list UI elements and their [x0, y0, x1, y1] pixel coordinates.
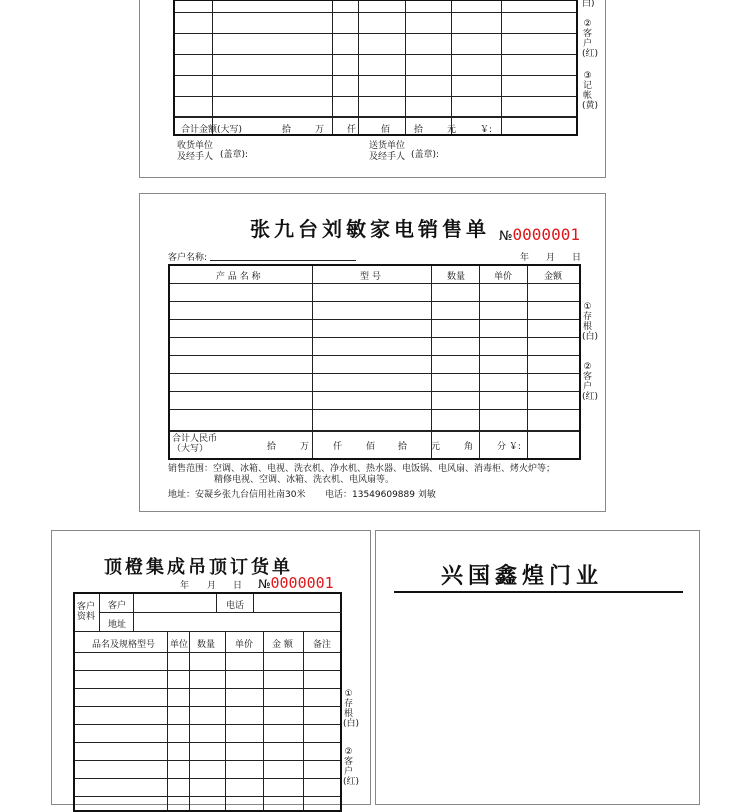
serial-value: 0000001: [270, 574, 334, 592]
serial-number: [258, 574, 334, 592]
serial-number: [499, 225, 580, 244]
customer-info-label: 客户 资料: [77, 602, 96, 622]
date-year: 年: [520, 253, 530, 263]
header-model: 型 号: [360, 272, 381, 282]
copy-label-customer: ②客户(红): [582, 362, 599, 402]
unit-label: 拾: [414, 125, 424, 135]
date-month: 月: [207, 581, 217, 591]
header-unit-price: 单价: [494, 272, 513, 282]
date-day: 日: [233, 581, 243, 591]
date-month: 月: [546, 253, 556, 263]
unit-label: 元: [431, 442, 441, 452]
invoice-form-top: [139, 0, 606, 178]
unit-label: 佰: [381, 125, 391, 135]
header-product-spec: 品名及规格型号: [92, 640, 156, 650]
title-underline: [394, 591, 683, 593]
date-day: 日: [572, 253, 582, 263]
unit-label: 拾: [267, 442, 277, 452]
form-title: 顶橙集成吊顶订货单: [104, 557, 293, 578]
order-table: [73, 592, 342, 812]
header-quantity: 数量: [197, 640, 216, 650]
serial-prefix: №: [258, 577, 271, 591]
date-year: 年: [180, 581, 190, 591]
customer-field[interactable]: [135, 595, 215, 611]
serial-prefix: №: [499, 229, 513, 244]
copy-label-ledger: ③记帐(黄): [582, 71, 599, 111]
store-phone: 电话：13549609889 刘敏: [325, 490, 436, 500]
header-unit: 单位: [170, 640, 189, 650]
unit-label: 仟: [333, 442, 343, 452]
copy-label-top: 白): [582, 0, 595, 9]
door-company-form: [375, 530, 700, 805]
customer-label: 客户: [108, 601, 127, 611]
copy-label-customer: ②客户(红): [343, 747, 360, 787]
address-label: 地址: [108, 620, 127, 630]
currency-label: ￥:: [480, 125, 493, 135]
sales-scope-line2: 精修电视、空调、冰箱、洗衣机、电风扇等。: [214, 475, 395, 485]
address-field[interactable]: [135, 614, 341, 630]
unit-label: 元: [447, 125, 457, 135]
phone-label: 电话: [226, 601, 245, 611]
order-form: [51, 530, 371, 805]
serial-value: 0000001: [512, 225, 580, 244]
header-quantity: 数量: [447, 272, 466, 282]
copy-label-stub: ①存根(白): [582, 302, 599, 342]
customer-name-label: 客户名称:: [168, 253, 208, 263]
sales-scope-line1: 销售范围：空调、冰箱、电视、洗衣机、净水机、热水器、电饭锅、电风扇、消毒柜、烤火炉等；: [168, 464, 556, 474]
receiver-seal: (盖章):: [220, 150, 249, 160]
total-amount-label: 合计金额(大写): [181, 125, 243, 135]
header-amount: 金额: [544, 272, 563, 282]
unit-label: 佰: [366, 442, 376, 452]
items-table: [173, 0, 578, 136]
header-product-name: 产 品 名 称: [216, 272, 261, 282]
phone-field[interactable]: [255, 595, 341, 611]
customer-name-field[interactable]: [210, 260, 356, 261]
form-title: 兴国鑫煌门业: [441, 563, 604, 589]
store-address: 地址：安凝乡张九台信用社南30米: [168, 490, 306, 500]
copy-label-customer: ②客户(红): [582, 19, 599, 59]
currency-label: 分 ￥:: [497, 442, 521, 452]
total-rmb-label: 合计人民币 （大写）: [172, 434, 218, 454]
unit-label: 拾: [398, 442, 408, 452]
header-unit-price: 单价: [235, 640, 254, 650]
header-amount: 金 额: [272, 640, 293, 650]
items-table: [168, 264, 581, 460]
receiver-label: 收货单位 及经手人: [177, 141, 214, 162]
form-title: 张九台刘敏家电销售单: [250, 217, 490, 241]
unit-label: 拾: [282, 125, 292, 135]
sender-seal: (盖章):: [411, 150, 440, 160]
copy-label-stub: ①存根(白): [343, 689, 360, 729]
unit-label: 角: [464, 442, 474, 452]
unit-label: 万: [300, 442, 310, 452]
header-notes: 备注: [313, 640, 332, 650]
unit-label: 仟: [347, 125, 357, 135]
sender-label: 送货单位 及经手人: [369, 141, 406, 162]
unit-label: 万: [315, 125, 325, 135]
sales-slip-form: [139, 193, 606, 512]
